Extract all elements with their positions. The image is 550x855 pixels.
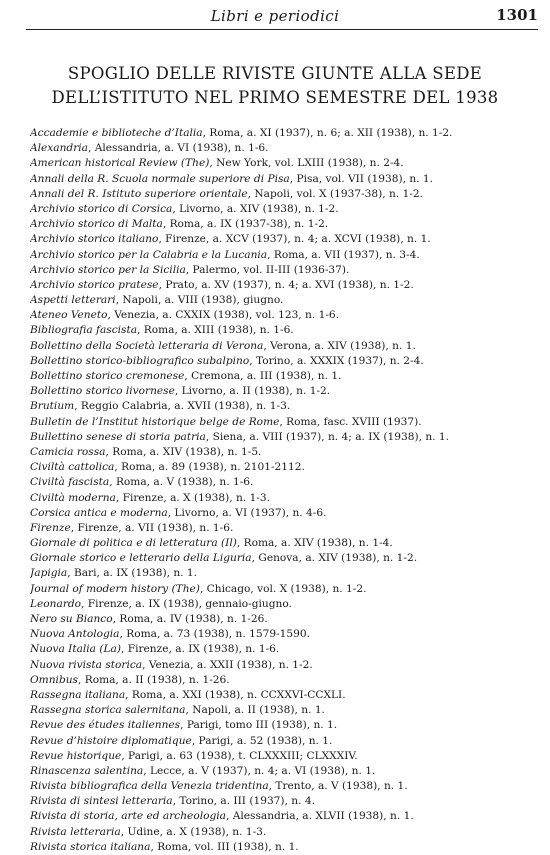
periodical-title: Rivista di storia, arte ed archeologia	[30, 810, 226, 823]
periodical-title: Civiltà fascista	[30, 476, 110, 489]
periodical-details: , Chicago, vol. X (1938), n. 1-2.	[199, 582, 367, 595]
list-item	[30, 217, 540, 232]
periodical-details: , Trento, a. V (1938), n. 1.	[268, 780, 408, 793]
list-item	[30, 202, 540, 217]
periodical-details: , Roma, a. II (1938), n. 1-26.	[77, 673, 230, 686]
list-item	[30, 658, 540, 673]
periodical-details: , Roma, a. XIV (1938), n. 1-5.	[105, 445, 262, 458]
list-item	[30, 597, 540, 612]
periodical-title: Nuova Italia (La)	[30, 643, 121, 656]
periodical-title: Archivio storico per la Calabria e la Lucania	[30, 248, 268, 261]
periodical-details: , Roma, a. IX (1937-38), n. 1-2.	[162, 218, 329, 231]
periodical-details: , Livorno, a. VI (1937), n. 4-6.	[167, 506, 327, 519]
periodical-title: Rivista bibliografica della Venezia tridentina	[30, 780, 269, 793]
periodical-details: , Napoli, a. II (1938), n. 1.	[185, 704, 325, 717]
periodical-title: Bollettino storico-bibliografico subalpino	[30, 354, 250, 367]
periodical-title: Omnibus	[30, 673, 78, 686]
periodical-details: , Bari, a. IX (1938), n. 1.	[67, 567, 198, 580]
periodical-details: , Livorno, a. XIV (1938), n. 1-2.	[172, 202, 339, 215]
periodical-title: Ateneo Veneto	[30, 309, 108, 322]
periodical-title: Giornale di politica e di letteratura (Il)	[30, 537, 237, 550]
periodical-details: , Napoli, a. VIII (1938), giugno.	[115, 294, 284, 307]
list-item	[30, 809, 540, 824]
periodical-title: Bollettino storico livornese	[30, 385, 175, 398]
periodical-details: , Verona, a. XIV (1938), n. 1.	[263, 339, 416, 352]
list-item	[30, 248, 540, 263]
list-item	[30, 323, 540, 338]
periodical-details: , Udine, a. X (1938), n. 1-3.	[120, 825, 267, 838]
list-item	[30, 369, 540, 384]
list-item	[30, 825, 540, 840]
periodical-title: Rivista storica italiana	[30, 840, 151, 853]
header-rule	[26, 29, 538, 30]
list-item	[30, 794, 540, 809]
article-title-line-2: DELL’ISTITUTO NEL PRIMO SEMESTRE DEL 1938	[51, 88, 499, 107]
periodical-title: Nero su Bianco	[30, 613, 113, 625]
periodical-details: , Torino, a. XXXIX (1937), n. 2-4.	[249, 354, 424, 367]
periodical-details: , Roma, a. XI (1937), n. 6; a. XII (1938), n. 1-2.	[202, 127, 453, 139]
list-item	[30, 703, 540, 718]
list-item	[30, 749, 540, 764]
periodical-details: , Roma, a. VII (1937), n. 3-4.	[267, 248, 420, 261]
list-item	[30, 688, 540, 703]
periodical-title: Giornale storico e letterario della Liguria	[30, 552, 252, 565]
periodical-title: Corsica antica e moderna	[30, 506, 168, 519]
periodical-details: , Palermo, vol. II-III (1936-37).	[185, 263, 350, 276]
periodical-title: Aspetti letterari	[30, 294, 116, 307]
periodical-title: Journal of modern history (The)	[30, 582, 200, 595]
periodical-details: , Parigi, tomo III (1938), n. 1.	[180, 719, 338, 732]
periodical-details: , Firenze, a. VII (1938), n. 1-6.	[70, 521, 234, 534]
periodical-details: , Cremona, a. III (1938), n. 1.	[184, 370, 342, 382]
periodical-details: , New York, vol. LXIII (1938), n. 2-4.	[209, 157, 404, 170]
periodical-title: Accademie e biblioteche d’Italia	[30, 127, 203, 139]
running-head	[0, 2, 550, 28]
periodical-title: Nuova Antologia	[30, 628, 120, 641]
list-item	[30, 308, 540, 323]
list-item	[30, 582, 540, 597]
periodical-details: , Roma, fasc. XVIII (1937).	[279, 415, 422, 428]
periodical-title: Bollettino storico cremonese	[30, 370, 185, 382]
periodical-details: , Firenze, a. X (1938), n. 1-3.	[115, 491, 270, 504]
list-item	[30, 156, 540, 171]
periodical-details: , Firenze, a. XCV (1937), n. 4; a. XCVI (1938), n. 1.	[158, 233, 431, 246]
list-item	[30, 475, 540, 490]
periodical-details: , Parigi, a. 52 (1938), n. 1.	[191, 734, 333, 747]
periodical-details: , Venezia, a. XXII (1938), n. 1-2.	[142, 658, 313, 671]
periodical-details: , Venezia, a. CXXIX (1938), vol. 123, n. 1-6.	[107, 309, 340, 322]
list-item	[30, 612, 540, 627]
list-item	[30, 384, 540, 399]
periodical-title: Rassegna italiana	[30, 688, 126, 701]
periodical-details: , Roma, a. V (1938), n. 1-6.	[109, 476, 254, 489]
list-item	[30, 263, 540, 278]
list-item	[30, 491, 540, 506]
periodical-details: , Roma, a. XIV (1938), n. 1-4.	[236, 537, 393, 550]
periodical-title: Archivio storico di Corsica	[30, 202, 173, 215]
periodical-title: Archivio storico di Malta	[30, 218, 163, 231]
periodical-title: Brutium	[30, 400, 75, 413]
list-item	[30, 172, 540, 187]
page-number: 1301	[496, 6, 538, 24]
list-item	[30, 399, 540, 414]
periodical-title: Rassegna storica salernitana	[30, 704, 186, 717]
periodical-title: American historical Review (The)	[30, 157, 210, 170]
periodical-title: Archivio storico italiano	[30, 233, 159, 246]
periodical-details: , Firenze, a. IX (1938), gennaio-giugno.	[81, 597, 292, 610]
list-item	[30, 840, 540, 855]
periodical-details: , Reggio Calabria, a. XVII (1938), n. 1-3.	[74, 400, 291, 413]
periodical-details: , Roma, a. 89 (1938), n. 2101-2112.	[114, 461, 305, 474]
periodical-details: , Prato, a. XV (1937), n. 4; a. XVI (1938), n. 1-2.	[158, 278, 414, 291]
periodical-title: Archivio storico pratese	[30, 278, 159, 291]
periodical-details: , Alessandria, a. XLVII (1938), n. 1.	[225, 810, 414, 823]
periodical-title: Rinascenza salentina	[30, 764, 144, 777]
list-item	[30, 642, 540, 657]
periodical-details: , Pisa, vol. VII (1938), n. 1.	[289, 172, 433, 185]
periodical-title: Nuova rivista storica	[30, 658, 143, 671]
list-item	[30, 126, 540, 141]
list-item	[30, 627, 540, 642]
list-item	[30, 445, 540, 460]
periodical-details: , Roma, a. 73 (1938), n. 1579-1590.	[119, 628, 310, 641]
periodical-title: Firenze	[30, 521, 71, 534]
periodical-title: Annali della R. Scuola normale superiore di Pisa	[30, 172, 290, 185]
article-title-line-1: SPOGLIO DELLE RIVISTE GIUNTE ALLA SEDE	[67, 64, 483, 83]
periodical-title: Civiltà cattolica	[30, 461, 115, 474]
list-item	[30, 354, 540, 369]
periodical-title: Leonardo	[30, 597, 82, 610]
periodical-title: Archivio storico per la Sicilia	[30, 263, 186, 276]
periodical-details: , Roma, a. IV (1938), n. 1-26.	[112, 613, 268, 625]
list-item	[30, 551, 540, 566]
periodical-details: , Torino, a. III (1937), n. 4.	[172, 795, 315, 808]
periodical-details: , Livorno, a. II (1938), n. 1-2.	[174, 385, 331, 398]
periodical-title: Revue historique	[30, 749, 122, 762]
list-item	[30, 232, 540, 247]
list-item	[30, 415, 540, 430]
periodical-details: , Parigi, a. 63 (1938), t. CLXXXIII; CLXXXIV.	[121, 749, 358, 762]
periodicals-list	[30, 126, 540, 855]
list-item	[30, 718, 540, 733]
periodical-details: , Lecce, a. V (1937), n. 4; a. VI (1938), n. 1.	[143, 764, 376, 777]
periodical-details: , Genova, a. XIV (1938), n. 1-2.	[251, 552, 418, 565]
list-item	[30, 187, 540, 202]
periodical-title: Annali del R. Istituto superiore orientale	[30, 187, 248, 200]
list-item	[30, 293, 540, 308]
periodical-details: , Roma, a. XXI (1938), n. CCXXVI-CCXLI.	[125, 688, 346, 701]
periodical-title: Revue d’histoire diplomatique	[30, 734, 192, 747]
list-item	[30, 521, 540, 536]
periodical-details: , Firenze, a. IX (1938), n. 1-6.	[120, 643, 280, 656]
periodical-details: , Roma, vol. III (1938), n. 1.	[150, 840, 299, 853]
periodical-title: Rivista letteraria	[30, 825, 121, 838]
periodical-details: , Alessandria, a. VI (1938), n. 1-6.	[87, 142, 269, 155]
periodical-title: Civiltà moderna	[30, 491, 116, 504]
list-item	[30, 734, 540, 749]
list-item	[30, 779, 540, 794]
list-item	[30, 460, 540, 475]
list-item	[30, 566, 540, 581]
periodical-title: Camicia rossa	[30, 445, 106, 458]
list-item	[30, 278, 540, 293]
list-item	[30, 764, 540, 779]
periodical-title: Bulletin de l’Institut historique belge de Rome	[30, 415, 280, 428]
periodical-title: Revue des études italiennes	[30, 719, 181, 732]
list-item	[30, 506, 540, 521]
periodical-title: Bibliografia fascista	[30, 324, 138, 337]
list-item	[30, 339, 540, 354]
list-item	[30, 536, 540, 551]
periodical-title: Japigia	[30, 567, 68, 580]
periodical-details: , Napoli, vol. X (1937-38), n. 1-2.	[247, 187, 424, 200]
periodical-details: , Roma, a. XIII (1938), n. 1-6.	[137, 324, 294, 337]
periodical-title: Rivista di sintesi letteraria	[30, 795, 173, 808]
periodical-title: Bollettino della Società letteraria di Verona	[30, 339, 264, 352]
periodical-details: , Siena, a. VIII (1937), n. 4; a. IX (1938), n. 1.	[205, 430, 449, 443]
running-head-title: Libri e periodici	[210, 7, 340, 25]
article-title	[20, 62, 530, 110]
periodical-title: Bullettino senese di storia patria	[30, 430, 206, 443]
list-item	[30, 430, 540, 445]
periodical-title: Alexandria	[30, 142, 88, 155]
list-item	[30, 141, 540, 156]
list-item	[30, 673, 540, 688]
